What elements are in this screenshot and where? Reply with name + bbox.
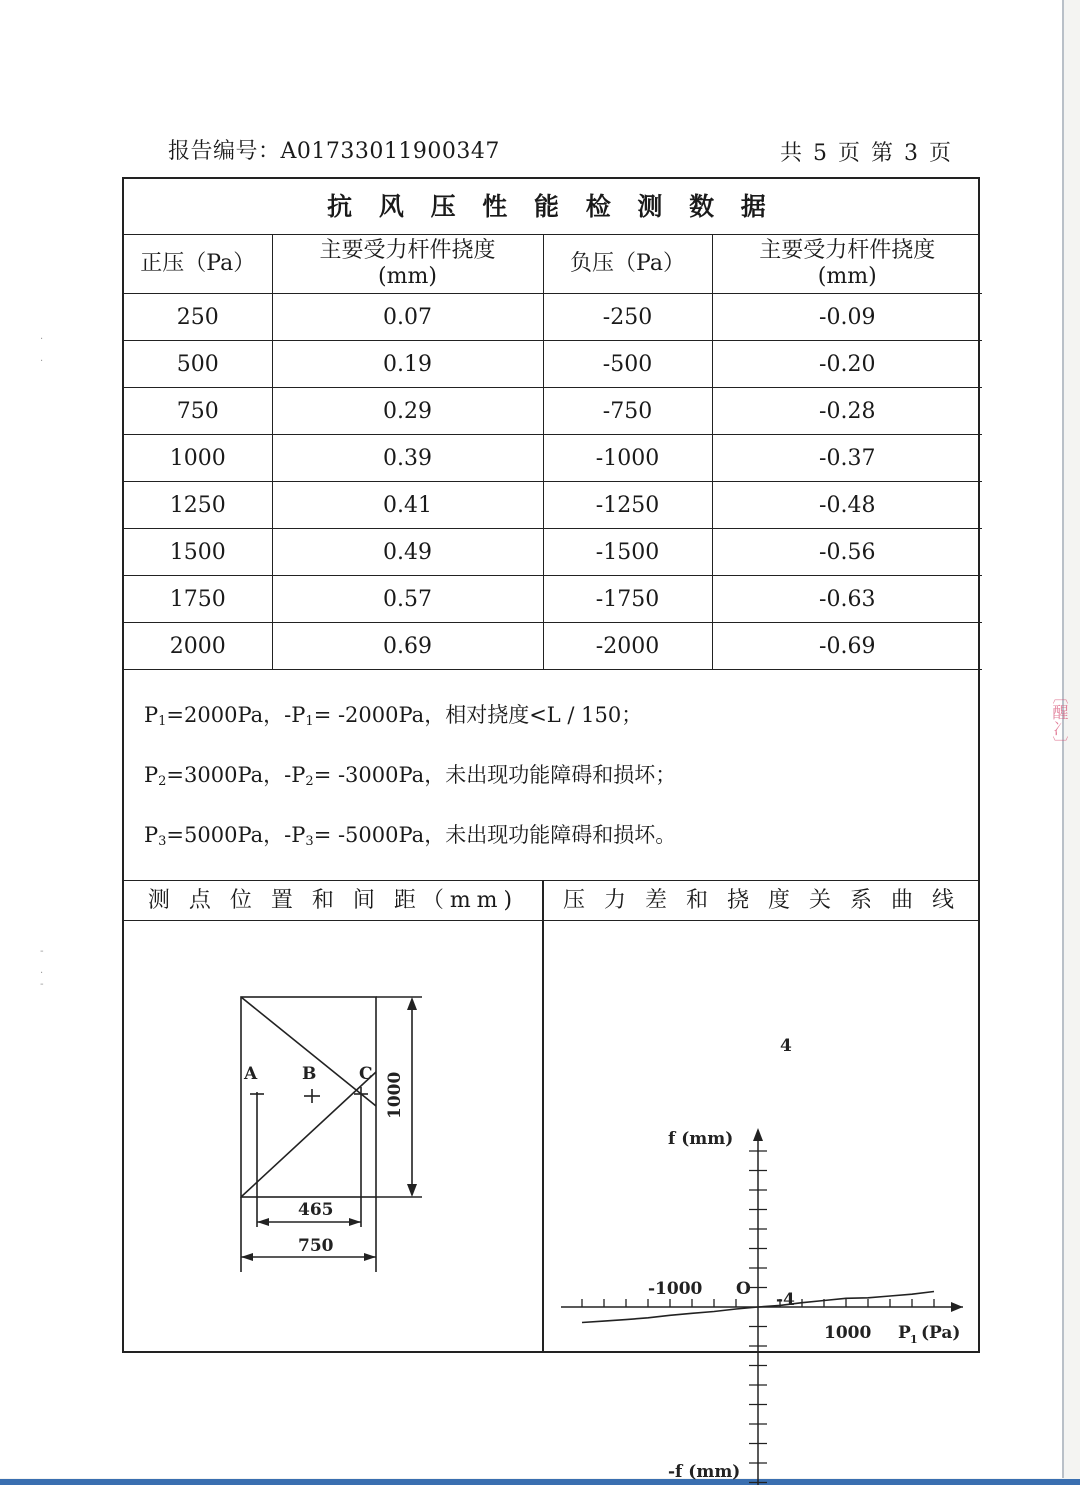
curve-title: 压 力 差 和 挠 度 关 系 曲 线 xyxy=(543,881,980,921)
note-part: P xyxy=(144,703,159,727)
measurement-point-diagram xyxy=(124,922,542,1352)
negative-deflection-cell: -0.48 xyxy=(712,482,982,529)
positive-deflection-cell: 0.49 xyxy=(272,529,543,576)
table-row xyxy=(124,388,982,435)
table-title: 抗 风 压 性 能 检 测 数 据 xyxy=(124,179,978,235)
positive-pressure-cell: 1250 xyxy=(124,482,272,529)
note-part: =2000Pa，-P xyxy=(166,703,306,727)
negative-pressure-cell: -2000 xyxy=(543,623,712,670)
x-axis-arrow xyxy=(951,1302,963,1312)
col-negative-deflection: 主要受力杆件挠度 (mm) xyxy=(712,235,982,294)
point-a-label: A xyxy=(244,1064,258,1084)
negative-pressure-cell: -1250 xyxy=(543,482,712,529)
col-positive-deflection: 主要受力杆件挠度 (mm) xyxy=(272,235,543,294)
note-part: 1 xyxy=(305,714,314,729)
negative-deflection-cell: -0.28 xyxy=(712,388,982,435)
wind-pressure-table xyxy=(124,235,982,670)
seal-stamp-fragment: 〔醒冫〕 xyxy=(1050,688,1069,752)
positive-deflection-cell: 0.39 xyxy=(272,435,543,482)
positive-pressure-cell: 2000 xyxy=(124,623,272,670)
negative-pressure-cell: -250 xyxy=(543,294,712,341)
table-row xyxy=(124,435,982,482)
negative-deflection-cell: -0.09 xyxy=(712,294,982,341)
note-part: 3 xyxy=(305,834,314,849)
positive-pressure-cell: 1500 xyxy=(124,529,272,576)
result-notes xyxy=(124,675,978,881)
point-b-label: B xyxy=(302,1064,317,1084)
negative-pressure-cell: -1750 xyxy=(543,576,712,623)
positive-deflection-cell: 0.41 xyxy=(272,482,543,529)
col-negative-pressure: 负压（Pa） xyxy=(543,235,712,294)
x-axis-label: P xyxy=(898,1323,911,1343)
inner-width-label: 465 xyxy=(298,1200,334,1220)
positive-pressure-cell: 500 xyxy=(124,341,272,388)
outer-width-label: 750 xyxy=(298,1236,334,1256)
positive-deflection-cell: 0.19 xyxy=(272,341,543,388)
scan-edge xyxy=(0,1479,1080,1485)
negative-deflection-cell: -0.20 xyxy=(712,341,982,388)
y-tick-label: 4 xyxy=(780,1036,792,1056)
x-axis-label-sub: 1 xyxy=(910,1333,918,1346)
result-note xyxy=(144,699,642,729)
x-tick-label: 1000 xyxy=(824,1323,872,1343)
negative-deflection-cell: -0.63 xyxy=(712,576,982,623)
y-axis-label-top: f (mm) xyxy=(668,1129,734,1149)
negative-pressure-cell: -500 xyxy=(543,341,712,388)
report-number xyxy=(168,134,500,165)
table-header-row xyxy=(124,235,982,294)
note-part: 2 xyxy=(305,774,314,789)
y-axis-arrow xyxy=(753,1128,763,1141)
positive-deflection-cell: 0.07 xyxy=(272,294,543,341)
y-axis-label-bottom: -f (mm) xyxy=(668,1462,741,1482)
positive-deflection-cell: 0.29 xyxy=(272,388,543,435)
test-data-frame xyxy=(122,177,980,1482)
point-c-label: C xyxy=(359,1064,373,1084)
result-note xyxy=(144,819,676,849)
x-axis-label-unit: (Pa) xyxy=(921,1323,961,1343)
table-row xyxy=(124,576,982,623)
height-label: 1000 xyxy=(385,1071,405,1119)
measurement-layout-title: 测 点 位 置 和 间 距（mm) xyxy=(124,881,542,921)
positive-pressure-cell: 1750 xyxy=(124,576,272,623)
report-number-label: 报告编号： xyxy=(168,139,281,164)
frame-outline xyxy=(241,997,376,1197)
note-part: = -3000Pa，未出现功能障碍和损坏； xyxy=(313,763,677,787)
note-part: 3 xyxy=(158,834,167,849)
scan-speck: · · xyxy=(40,334,44,367)
x-tick-label: -1000 xyxy=(648,1279,703,1299)
negative-deflection-cell: -0.37 xyxy=(712,435,982,482)
table-row xyxy=(124,529,982,576)
report-number-value: A01733011900347 xyxy=(280,139,500,164)
negative-pressure-cell: -1000 xyxy=(543,435,712,482)
positive-deflection-cell: 0.69 xyxy=(272,623,543,670)
scan-speck: ‐ · ‑ xyxy=(40,946,44,990)
negative-pressure-cell: -750 xyxy=(543,388,712,435)
note-part: P xyxy=(144,823,159,847)
positive-pressure-cell: 1000 xyxy=(124,435,272,482)
diagonal-lower xyxy=(241,1072,376,1197)
table-row xyxy=(124,294,982,341)
positive-pressure-cell: 250 xyxy=(124,294,272,341)
page-indicator: 共 5 页 第 3 页 xyxy=(780,141,951,166)
positive-deflection-cell: 0.57 xyxy=(272,576,543,623)
note-part: = -2000Pa，相对挠度<L / 150； xyxy=(313,703,643,727)
note-part: =3000Pa，-P xyxy=(166,763,306,787)
negative-deflection-cell: -0.69 xyxy=(712,623,982,670)
pressure-deflection-chart xyxy=(543,922,980,1482)
diagonal-upper xyxy=(241,997,376,1106)
negative-deflection-cell: -0.56 xyxy=(712,529,982,576)
positive-pressure-cell: 750 xyxy=(124,388,272,435)
origin-label: O xyxy=(736,1279,751,1299)
negative-pressure-cell: -1500 xyxy=(543,529,712,576)
note-part: 2 xyxy=(158,774,167,789)
note-part: =5000Pa，-P xyxy=(166,823,306,847)
note-part: 1 xyxy=(158,714,167,729)
note-part: = -5000Pa，未出现功能障碍和损坏。 xyxy=(313,823,677,847)
table-row xyxy=(124,341,982,388)
table-row xyxy=(124,482,982,529)
table-row xyxy=(124,623,982,670)
note-part: P xyxy=(144,763,159,787)
result-note xyxy=(144,759,676,789)
y-tick-label: -4 xyxy=(776,1290,795,1310)
col-positive-pressure: 正压（Pa） xyxy=(124,235,272,294)
